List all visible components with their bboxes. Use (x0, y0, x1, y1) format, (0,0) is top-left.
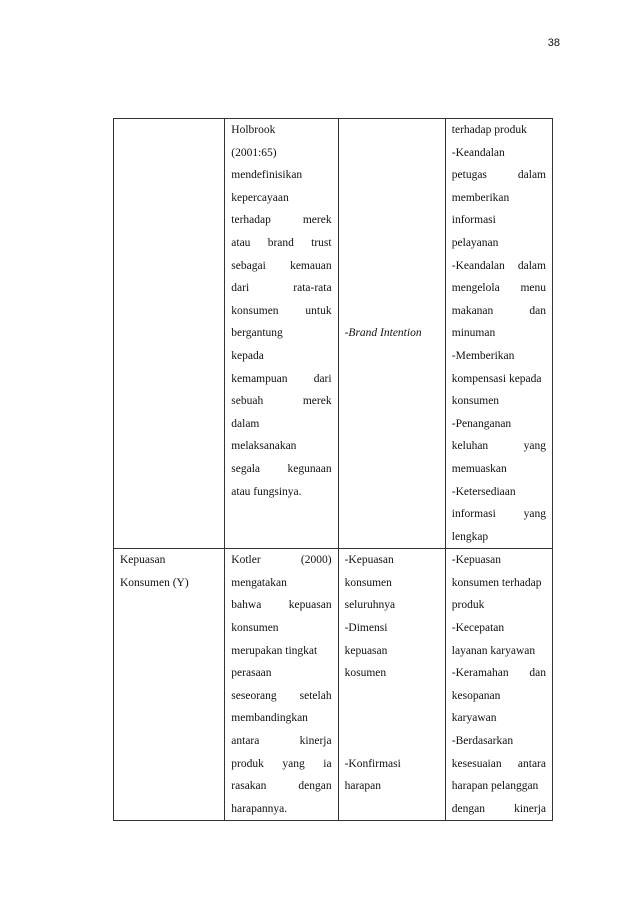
definition-line: konsumen (231, 622, 279, 635)
indicator-cell (445, 549, 552, 821)
indicator-line: -Keramahan dan (451, 667, 546, 680)
indicator-line: harapan pelanggan (451, 780, 539, 793)
definition-line: sebuah merek (231, 395, 332, 408)
definition-line: kepercayaan (231, 191, 289, 204)
indicator-line: -Penanganan (451, 417, 512, 430)
dimension-line: harapan (344, 780, 381, 793)
definition-line: dari rata-rata (231, 282, 332, 295)
indicator-line: dengan kinerja (451, 802, 546, 815)
variable-line: Kepuasan (120, 554, 166, 567)
indicator-cell (445, 119, 552, 549)
dimension-line: seluruhnya (344, 599, 396, 612)
indicator-line: karyawan (451, 712, 497, 725)
table-row (114, 119, 553, 549)
definition-line: merupakan tingkat (231, 644, 318, 657)
definition-line: atau brand trust (231, 236, 332, 249)
definition-line: sebagai kemauan (231, 259, 332, 272)
indicator-line: terhadap produk (451, 124, 527, 136)
indicator-line: pelayanan (451, 236, 499, 249)
indicator-line: layanan karyawan (451, 644, 536, 657)
dimension-line: -Brand Intention (344, 327, 422, 340)
definition-line: bergantung (231, 327, 283, 340)
indicator-line: kesesuaian antara (451, 757, 546, 770)
definition-line: konsumen untuk (231, 304, 332, 317)
definition-line: kepada (231, 349, 264, 362)
definition-line: perasaan (231, 667, 272, 680)
indicator-line: keluhan yang (451, 440, 546, 453)
definition-line: segala kegunaan (231, 462, 332, 475)
dimension-spacer (345, 685, 439, 708)
indicator-line: konsumen terhadap (451, 576, 542, 589)
definition-line: rasakan dengan (231, 780, 332, 793)
dimension-line: -Dimensi (344, 622, 388, 635)
indicator-line: -Kecepatan (451, 622, 505, 635)
indicator-line: memuaskan (451, 462, 507, 475)
definition-line: (2001:65) (231, 146, 277, 159)
indicator-line: konsumen (451, 395, 500, 408)
dimension-cell (338, 549, 445, 821)
indicator-line: -Memberikan (451, 349, 515, 362)
definition-line: antara kinerja (231, 735, 332, 748)
definition-line: atau fungsinya. (231, 485, 302, 498)
page-number: 38 (547, 37, 560, 49)
indicator-line: memberikan (451, 191, 510, 204)
definition-line: Kotler (2000) (231, 554, 332, 567)
indicator-line: -Keandalan (451, 146, 505, 159)
indicator-line: informasi yang (451, 508, 546, 521)
definition-line: seseorang setelah (231, 689, 332, 702)
dimension-line: konsumen (344, 576, 392, 589)
indicator-line: lengkap (451, 530, 489, 543)
definition-line: membandingkan (231, 712, 308, 725)
definition-line: Holbrook (231, 124, 276, 136)
definition-line: mendefinisikan (231, 169, 303, 182)
dimension-line: -Konfirmasi (344, 757, 401, 770)
indicator-line: -Berdasarkan (451, 735, 514, 748)
dimension-cell (338, 119, 445, 549)
variable-line: Konsumen (Y) (120, 576, 189, 589)
indicator-line: produk (451, 599, 485, 612)
indicator-line: kesopanan (451, 689, 501, 702)
definition-line: terhadap merek (231, 214, 332, 227)
dimension-spacer (345, 707, 439, 730)
definition-line: harapannya. (231, 802, 288, 815)
indicator-line: minuman (451, 327, 496, 340)
variable-cell (114, 549, 225, 821)
dimension-line: -Kepuasan (344, 554, 394, 567)
definition-cell (225, 119, 338, 549)
definition-line: kemampuan dari (231, 372, 332, 385)
definition-line: mengatakan (231, 576, 287, 589)
indicator-line: informasi (451, 214, 496, 227)
definition-line: produk yang ia (231, 757, 332, 770)
indicator-line: makanan dan (451, 304, 546, 317)
variable-cell (114, 119, 225, 549)
dimension-line: kepuasan (344, 644, 388, 657)
definition-line: melaksanakan (231, 440, 297, 453)
definition-line: bahwa kepuasan (231, 599, 332, 612)
dimension-spacer (345, 730, 439, 753)
definition-line: dalam (231, 417, 260, 430)
dimension-line: kosumen (344, 667, 387, 680)
table-row (114, 549, 553, 821)
indicator-line: -Kepuasan (451, 554, 501, 567)
indicator-line: mengelola menu (451, 282, 546, 295)
indicator-line: -Keandalan dalam (451, 259, 546, 272)
indicator-line: -Ketersediaan (451, 485, 516, 498)
indicator-line: petugas dalam (451, 169, 546, 182)
definition-cell (225, 549, 338, 821)
variable-table (113, 118, 553, 821)
indicator-line: kompensasi kepada (451, 372, 542, 385)
